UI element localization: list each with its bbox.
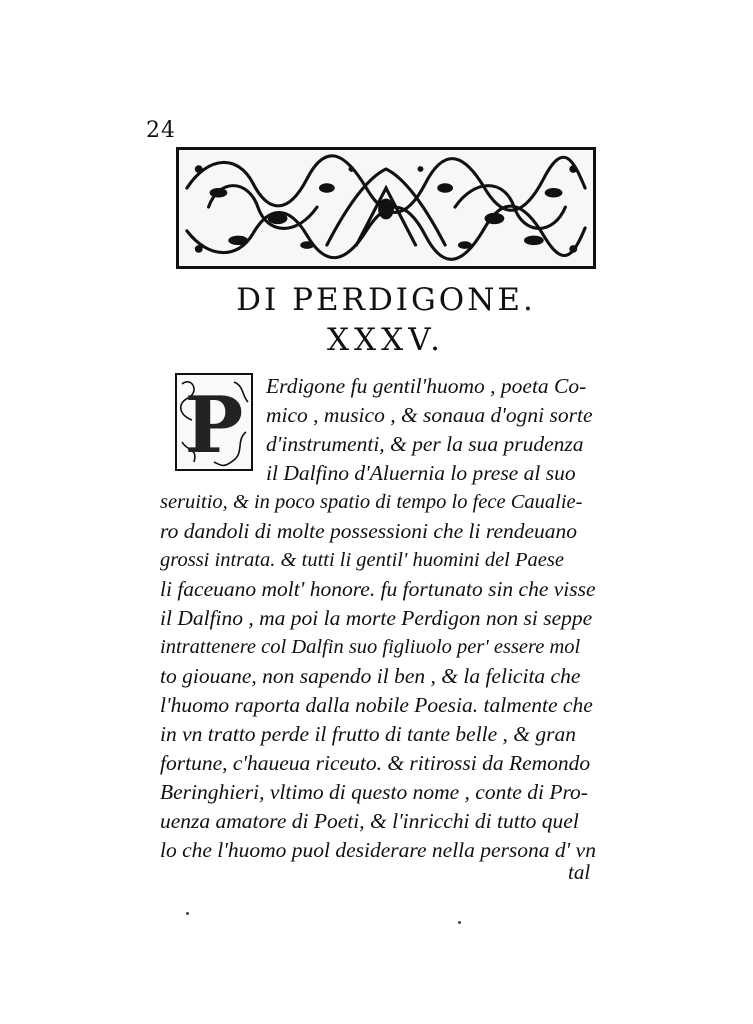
page-number: 24: [146, 118, 176, 143]
chapter-title: DI PERDIGONE.: [236, 282, 536, 318]
text-line: to giouane, non sapendo il ben , & la felicita che: [160, 664, 581, 688]
drop-cap-graphic: [174, 372, 254, 472]
text-line: il Dalfino d'Aluernia lo prese al suo: [266, 461, 576, 485]
text-line: d'instrumenti, & per la sua prudenza: [266, 432, 584, 456]
text-line: il Dalfino , ma poi la morte Perdigon non si seppe: [160, 606, 593, 630]
text-line: intrattenere col Dalfin suo figliuolo per' essere mol: [160, 636, 581, 658]
text-line: l'huomo raporta dalla nobile Poesia. talmente che: [160, 693, 593, 717]
text-line: mico , musico , & sonaua d'ogni sorte: [266, 403, 593, 427]
text-line: grossi intrata. & tutti li gentil' huomini del Paese: [160, 549, 564, 571]
text-line: fortune, c'haueua riceuto. & ritirossi da Remondo: [160, 751, 591, 775]
text-line: li faceuano molt' honore. fu fortunato sin che visse: [160, 577, 596, 601]
text-line: Beringhieri, vltimo di questo nome , conte di Pro-: [160, 780, 588, 804]
drop-cap-letter: P: [184, 380, 244, 471]
catchword: tal: [568, 860, 591, 884]
text-line: Erdigone fu gentil'huomo , poeta Co-: [266, 374, 587, 398]
ornamental-headpiece: [176, 147, 596, 269]
chapter-number: XXXV.: [326, 322, 446, 358]
decorated-initial: [174, 372, 254, 472]
text-line: ro dandoli di molte possessioni che li rendeuano: [160, 519, 578, 543]
paper-speck: [186, 912, 189, 915]
ornament-graphic: [179, 150, 593, 266]
text-line: uenza amatore di Poeti, & l'inricchi di tutto quel: [160, 809, 579, 833]
text-line: seruitio, & in poco spatio di tempo lo fece Caualie-: [160, 491, 583, 513]
text-line: lo che l'huomo puol desiderare nella persona d' vn: [160, 838, 596, 862]
text-line: in vn tratto perde il frutto di tante belle , & gran: [160, 722, 577, 746]
paper-speck: [458, 921, 461, 924]
